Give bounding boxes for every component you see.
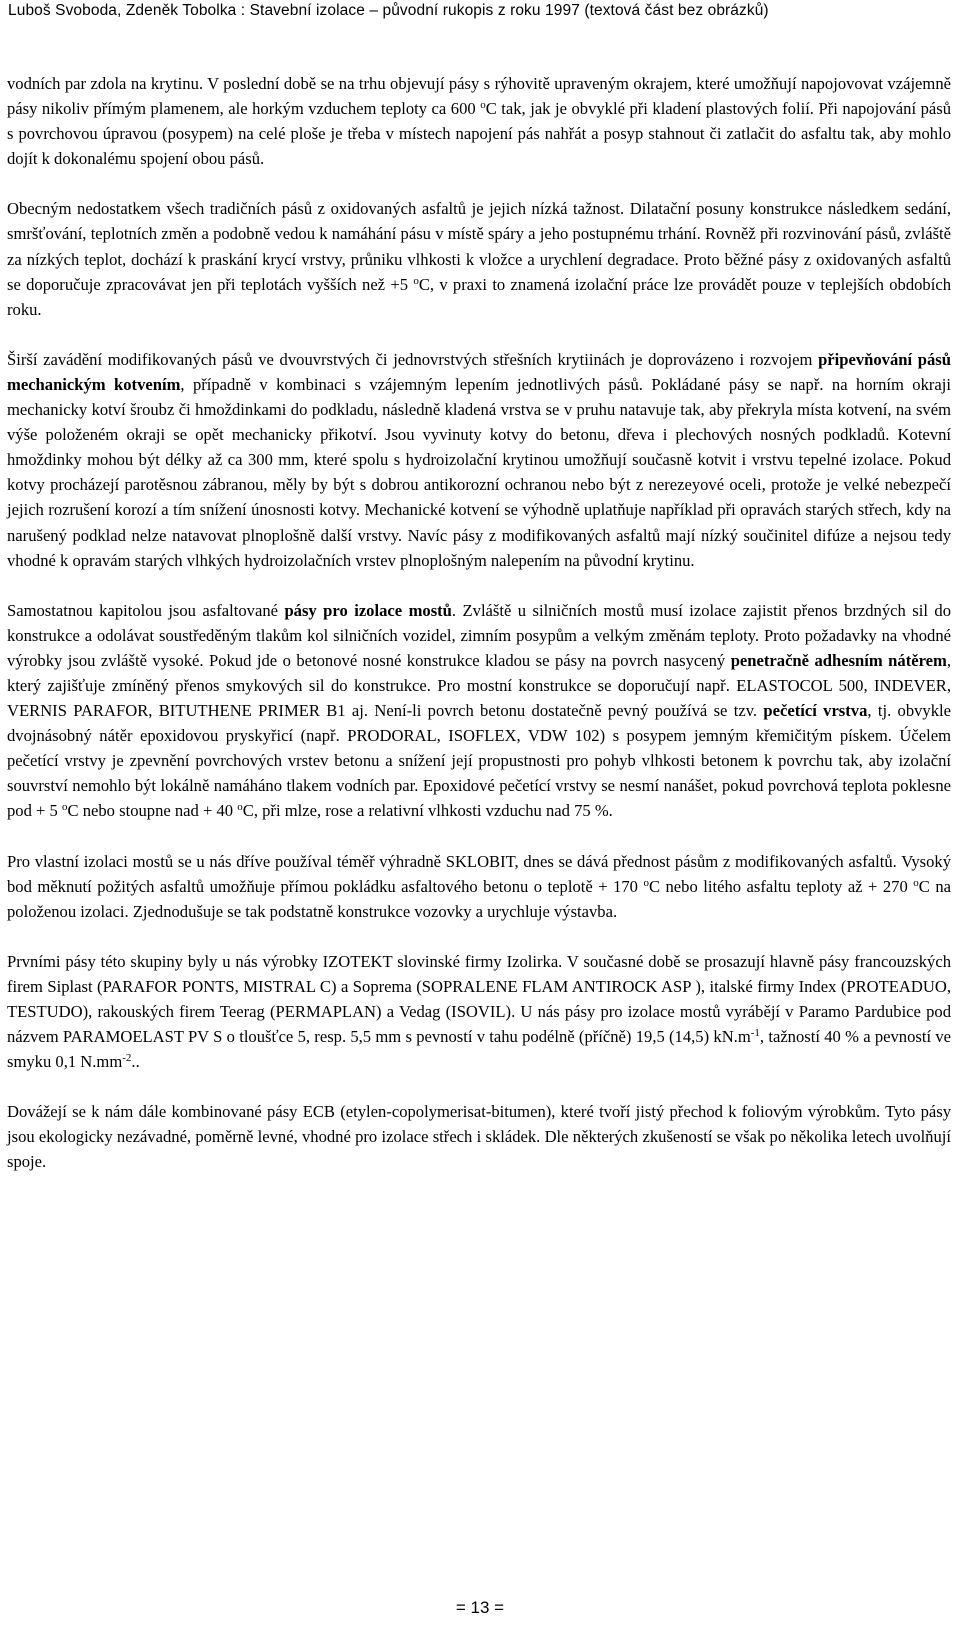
paragraph-bridge-insulation: Pro vlastní izolaci mostů se u nás dříve používal téměř výhradně SKLOBIT, dnes se dává přednost pásům z modifikovaných asfaltů. Vysoký bod měknutí požitých asfaltů umožňuje přímou pokládku asfaltového betonu o teplotě + 170 $^o$C nebo litého asfaltu teploty až + 270 $^o$C na položenou izolaci. Zjednodušuje se tak podstatně konstrukce vozovky a urychluje výstavba. xyxy=(7,851,951,921)
degree-sign: o xyxy=(62,801,68,814)
degree-sign: o xyxy=(413,274,419,287)
degree-sign: o xyxy=(913,876,919,889)
emphasis: penetračně adhesním nátěrem xyxy=(730,650,947,670)
emphasis: připevňování pásů mechanickým kotvením xyxy=(7,349,951,394)
paragraph-oxidized-asphalt: Obecným nedostatkem všech tradičních pásů z oxidovaných asfaltů je jejich nízká tažnost. Dilatační posuny konstrukce následkem sedání, smršťování, teplotních změn a podobně vedou k namáhání pásu v místě spáry a jeho postupnému trhání. Rovněž při rozvinování pásů, zvláště za nízkých teplot, dochází k praskání krycí vrstvy, průniku vlhkosti k vložce a urychlení degradace. Proto běžné pásy z oxidovaných asfaltů se doporučuje zpracovávat jen při teplotách vyšších než +5 $^o$C, v praxi to znamená izolační práce lze provádět pouze v teplejších obdobích roku. xyxy=(7,199,951,319)
body-text xyxy=(7,71,951,1175)
exponent: -1 xyxy=(750,1027,760,1040)
degree-sign: o xyxy=(480,99,486,112)
emphasis: pečetící vrstva xyxy=(763,701,868,721)
page-number: = 13 = xyxy=(455,1598,505,1617)
paragraph-manufacturers: Prvními pásy této skupiny byly u nás výrobky IZOTEKT slovinské firmy Izolirka. V současné době se prosazují hlavně pásy francouzských firem Siplast (PARAFOR PONTS, MISTRAL C) a Soprema (SOPRALENE FLAM ANTIROCK ASP ), italské firmy Index (PROTEADUO, TESTUDO), rakouských firem Teerag (PERMAPLAN) a Vedag (ISOVIL). U nás pásy pro izolace mostů vyrábějí v Paramo Pardubice pod názvem PARAMOELAST PV S o tloušťce 5, resp. 5,5 mm s pevností v tahu podélně (příčně) 19,5 (14,5) $kN.m^{-1}$, tažností 40 % a pevností ve smyku 0,1 $N.mm^{-2}$.. xyxy=(7,951,952,1072)
paragraph-membrane-joining: vodních par zdola na krytinu. V poslední době se na trhu objevují pásy s rýhovitě upraveným okrajem, které umožňují napojovovat vzájemně pásy nikoliv přímým plamenem, ale horkým vzduchem teploty ca 600 $^o$C tak, jak je obvyklé při kladení plastových folií. Při napojování pásů s povrchovou úpravou (posypem) na celé ploše je třeba v místech napojení pás nahřát a posyp stahnout či zatlačit do asfaltu tak, aby mohlo dojít k dokonalému spojení obou pásů. xyxy=(7,74,951,169)
degree-sign: o xyxy=(237,801,243,814)
degree-sign: o xyxy=(643,876,649,889)
running-header: Luboš Svoboda, Zdeněk Tobolka : Stavební izolace – původní rukopis z roku 1997 (textová část bez obrázků) xyxy=(8,2,769,19)
exponent: -2 xyxy=(122,1052,132,1065)
paragraph-ecb-membranes: Dovážejí se k nám dále kombinované pásy ECB (etylen-copolymerisat-bitumen), které tvoří jistý přechod k foliovým výrobkům. Tyto pásy jsou ekologicky nezávadné, poměrně levné, vhodné pro izolace střech i skládek. Dle některých zkušeností se však po několika letech uvolňují spoje. xyxy=(7,1102,951,1172)
paragraph-mechanical-anchoring: Širší zavádění modifikovaných pásů ve dvouvrstvých či jednovrstvých střešních krytiinách je doprovázeno i rozvojem připevňování pásů mechanickým kotvením, případně v kombinaci s vzájemným lepením jednotlivých pásů. Pokládané pásy se např. na horním okraji mechanicky kotví šroubz či hmoždinkami do podkladu, následně kladená vrstva se v pruhu natavuje tak, aby překryla místa kotvení, na svém výše položeném okraji se opět mechanicky přikotví. Jsou vyvinuty kotvy do betonu, dřeva i plechových nosných podkladů. Kotevní hmoždinky mohou být délky až ca 300 mm, které spolu s hydroizolační krytinou umožňují současně kotvit i vrstvu tepelné izolace. Pokud kotvy procházejí parotěsnou zábranou, měly by být s dobrou antikorozní ochranou nebo být z nerezeyové oceli, protože je velké nebezpečí jejich rozrušení korozí a tím snížení únosnosti kotvy. Mechanické kotvení se výhodně uplatňuje například při opravách starých střech, kdy na narušený podklad nelze natavovat plnoplošně další vrstvy. Navíc pásy z modifikovaných asfaltů mají nízký součinitel difúze a nejsou tedy vhodné k opravám starých vlhkých hydroizolačních vrstev plnoplošným nalepením na původní krytinu. xyxy=(7,349,952,570)
paragraph-bridge-membranes: Samostatnou kapitolou jsou asfaltované pásy pro izolace mostů. Zvláště u silničních mostů musí izolace zajistit přenos brzdných sil do konstrukce a odolávat soustředěným tlakům kol silničních vozidel, zimním posypům a velkým změnám teploty. Proto požadavky na vhodné výrobky jsou zvláště vysoké. Pokud jde o betonové nosné konstrukce kladou se pásy na povrch nasycený penetračně adhesním nátěrem, který zajišťuje zmíněný přenos smykových sil do konstrukce. Pro mostní konstrukce se doporučují např. ELASTOCOL 500, INDEVER, VERNIS PARAFOR, BITUTHENE PRIMER B1 aj. Není-li povrch betonu dostatečně pevný používá se tzv. pečetící vrstva, tj. obvykle dvojnásobný nátěr epoxidovou pryskyřicí (např. PRODORAL, ISOFLEX, VDW 102) s posypem jemným křemičitým pískem. Účelem pečetící vrstvy je zpevnění povrchových vrstev betonu a snížení její propustnosti pro pohyb vlhkosti betonem k povrchu tak, aby izolační souvrství nemohlo být lokálně namáháno tlakem vodních par. Epoxidové pečetící vrstvy se nesmí nanášet, pokud povrchová teplota poklesne pod + 5 $^o$C nebo stoupne nad + 40 $^o$C, při mlze, rose a relativní vlhkosti vzduchu nad 75 %. xyxy=(7,600,951,821)
emphasis: pásy pro izolace mostů xyxy=(284,600,452,620)
